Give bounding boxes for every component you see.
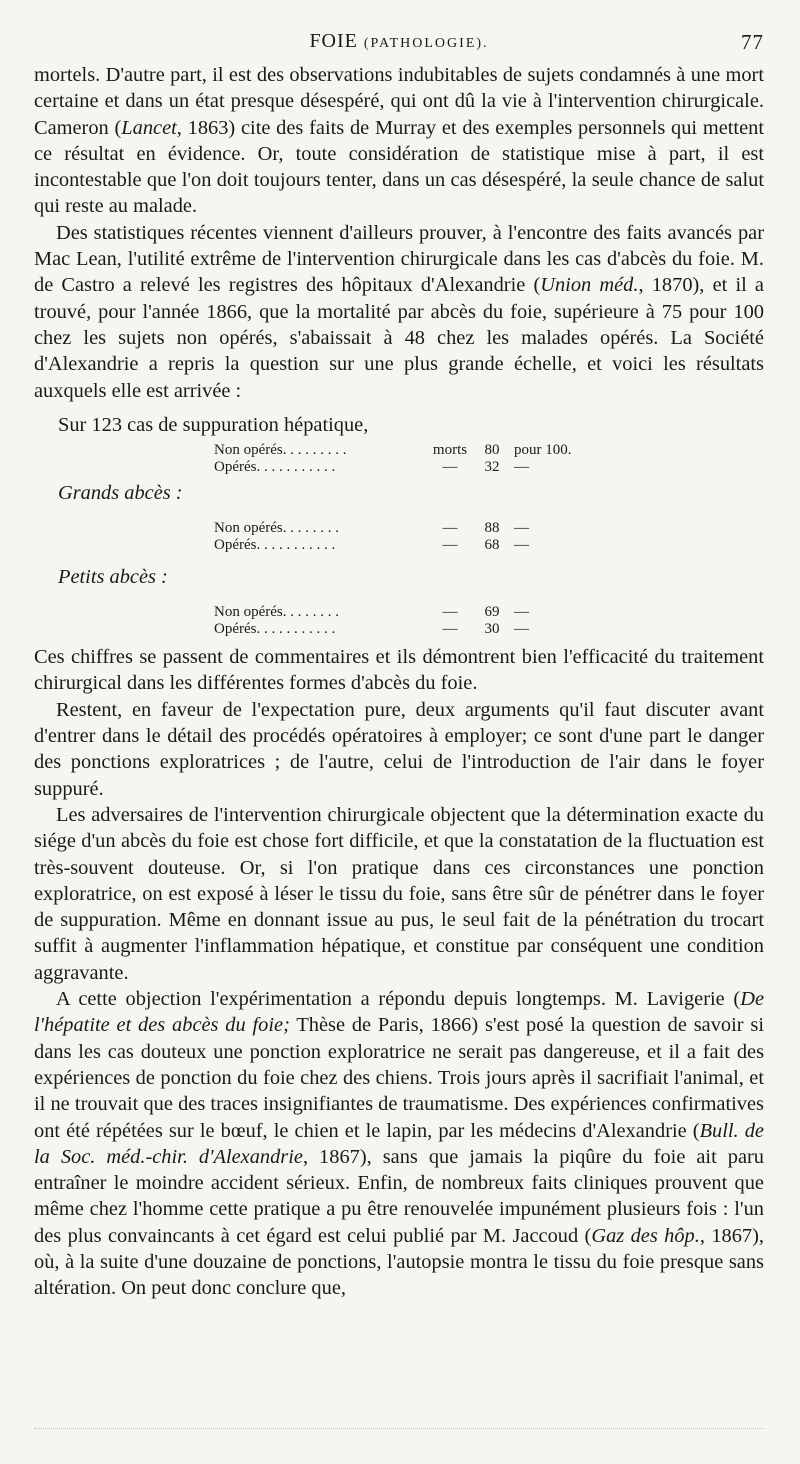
stats-row-value: 88	[484, 520, 500, 537]
stats-row-value: 69	[484, 604, 500, 621]
stats-row	[214, 459, 594, 476]
running-head	[34, 26, 764, 62]
stats-table-petits	[214, 604, 594, 638]
stats-row-mid: —	[442, 459, 458, 476]
stats-row-unit: pour 100.	[514, 442, 572, 459]
paragraph-2	[34, 220, 764, 404]
paragraph-3: Ces chiffres se passent de commentaires et ils démontrent bien l'efficacité du traitement chirurgical dans les différentes formes d'abcès du foie.	[34, 646, 764, 695]
stats-row-label: Non opérés. . . . . . . .	[214, 520, 339, 537]
citation-lancet: Lancet	[121, 116, 177, 139]
citation-bull-soc: Bull. de la Soc. méd.-chir. d'Alexandrie	[34, 1119, 764, 1168]
petits-abces-heading: Petits abcès :	[58, 566, 168, 589]
citation-gaz-hop: Gaz des hôp.	[591, 1224, 700, 1247]
stats-row-value: 30	[484, 621, 500, 638]
running-title	[34, 30, 764, 53]
running-title-sub: (PATHOLOGIE).	[363, 36, 489, 51]
stats-row-value: 80	[484, 442, 500, 459]
stats-row	[214, 621, 594, 638]
stats-table-total	[214, 442, 594, 476]
stats-row-mid: —	[442, 604, 458, 621]
paragraph-6-middle-2: , 1867), sans que jamais la piqûre du foie ait paru entraîner le moindre accident sérieux. Enfin, de nombreux faits cliniques prouvent que même chez l'homme cette pratique a pu être renouvelée impunément plusieurs fois : l'un des plus convaincants à cet égard est celui publié par M. Jaccoud (	[34, 1145, 764, 1247]
paragraph-2-end: , 1870), et il a trouvé, pour l'année 1866, que la mortalité par abcès du foie, supérieure à 75 pour 100 chez les sujets non opérés, s'abaissait à 48 chez les malades opérés. La Société d'Alexandrie a repris la question sur une plus grande échelle, et voici les résultats auxquels elle est arrivée :	[34, 274, 764, 402]
page-bottom-margin	[34, 1428, 764, 1430]
stats-row-unit: —	[514, 604, 529, 621]
paragraph-6	[34, 986, 764, 1302]
stats-row-mid: morts	[432, 442, 468, 459]
citation-union-med: Union méd.	[540, 274, 639, 297]
stats-row-unit: —	[514, 621, 529, 638]
stats-row-mid: —	[442, 621, 458, 638]
stats-row-unit: —	[514, 537, 529, 554]
stats-table-grands	[214, 520, 594, 554]
stats-row-label: Non opérés. . . . . . . .	[214, 604, 339, 621]
paragraph-5: Les adversaires de l'intervention chirurgicale objectent que la détermination exacte du siége d'un abcès du foie est chose fort difficile, et que la constatation de la fluctuation est très-souvent douteuse. Or, si l'on pratique dans ces circonstances une ponction exploratrice, on est exposé à léser le tissu du foie, sans être sûr de pénétrer dans le foyer de suppuration. Même en donnant issue au pus, le seul fait de la pénétration du trocart suffit à augmenter l'inflammation hépatique, et constitue par conséquent une condition aggravante.	[34, 803, 764, 984]
paragraph-6-end: , 1867), où, à la suite d'une douzaine de ponctions, l'autopsie montra le tissu du foie presque sans altération. On peut donc conclure que,	[34, 1224, 764, 1300]
paragraph-1	[34, 62, 764, 220]
page-number: 77	[741, 30, 764, 54]
paragraph-6-middle: Thèse de Paris, 1866) s'est posé la question de savoir si dans les cas douteux une ponction exploratrice ne serait pas dangereuse, et il a fait des expériences de ponction du foie chez des chiens. Trois jours après il sacrifiait l'animal, et il ne trouvait que des traces insignifiantes de traumatisme. Des expériences confirmatives ont été répétées sur le bœuf, le chien et le lapin, par les médecins d'Alexandrie (	[34, 1014, 764, 1142]
stats-row-label: Opérés. . . . . . . . . . .	[214, 459, 336, 476]
stats-row	[214, 442, 594, 459]
stats-row-value: 68	[484, 537, 500, 554]
stats-row-mid: —	[442, 537, 458, 554]
paragraph-1-text: mortels. D'autre part, il est des observations indubitables de sujets condamnés à une mort certaine et dans un état presque désespéré, qui ont dû la vie à l'intervention chirurgicale. Cameron (	[34, 64, 764, 139]
paragraph-2-text: Des statistiques récentes viennent d'ailleurs prouver, à l'encontre des faits avancés par Mac Lean, l'utilité extrême de l'intervention chirurgicale dans les cas d'abcès du foie. M. de Castro a relevé les registres des hôpitaux d'Alexandrie (	[34, 221, 764, 297]
stats-row-value: 32	[484, 459, 500, 476]
stats-row-label: Opérés. . . . . . . . . . .	[214, 621, 336, 638]
stats-row	[214, 520, 594, 537]
stats-row-label: Non opérés. . . . . . . . .	[214, 442, 347, 459]
paragraph-4: Restent, en faveur de l'expectation pure, deux arguments qu'il faut discuter avant d'entrer dans le détail des procédés opératoires à employer; ce sont d'une part le danger des ponctions exploratrices ; de l'autre, celui de l'introduction de l'air dans le foyer suppuré.	[34, 698, 764, 800]
paragraph-6-text: A cette objection l'expérimentation a répondu depuis longtemps. M. Lavigerie (	[56, 988, 741, 1011]
stats-row-label: Opérés. . . . . . . . . . .	[214, 537, 336, 554]
stats-intro: Sur 123 cas de suppuration hépatique,	[58, 413, 369, 436]
stats-row-unit: —	[514, 459, 529, 476]
citation-these-lavigerie: De l'hépatite et des abcès du foie;	[34, 988, 764, 1037]
stats-row	[214, 604, 594, 621]
paragraph-1-end: , 1863) cite des faits de Murray et des exemples personnels qui mettent ce résultat en évidence. Or, toute considération de statistique mise à part, il est incontestable que l'on doit toujours tenter, dans un cas désespéré, la seule chance de salut qui reste au malade.	[34, 116, 764, 218]
stats-row-unit: —	[514, 520, 529, 537]
grands-abces-heading: Grands abcès :	[58, 482, 183, 505]
stats-row	[214, 537, 594, 554]
stats-row-mid: —	[442, 520, 458, 537]
running-title-main: FOIE	[309, 30, 358, 52]
